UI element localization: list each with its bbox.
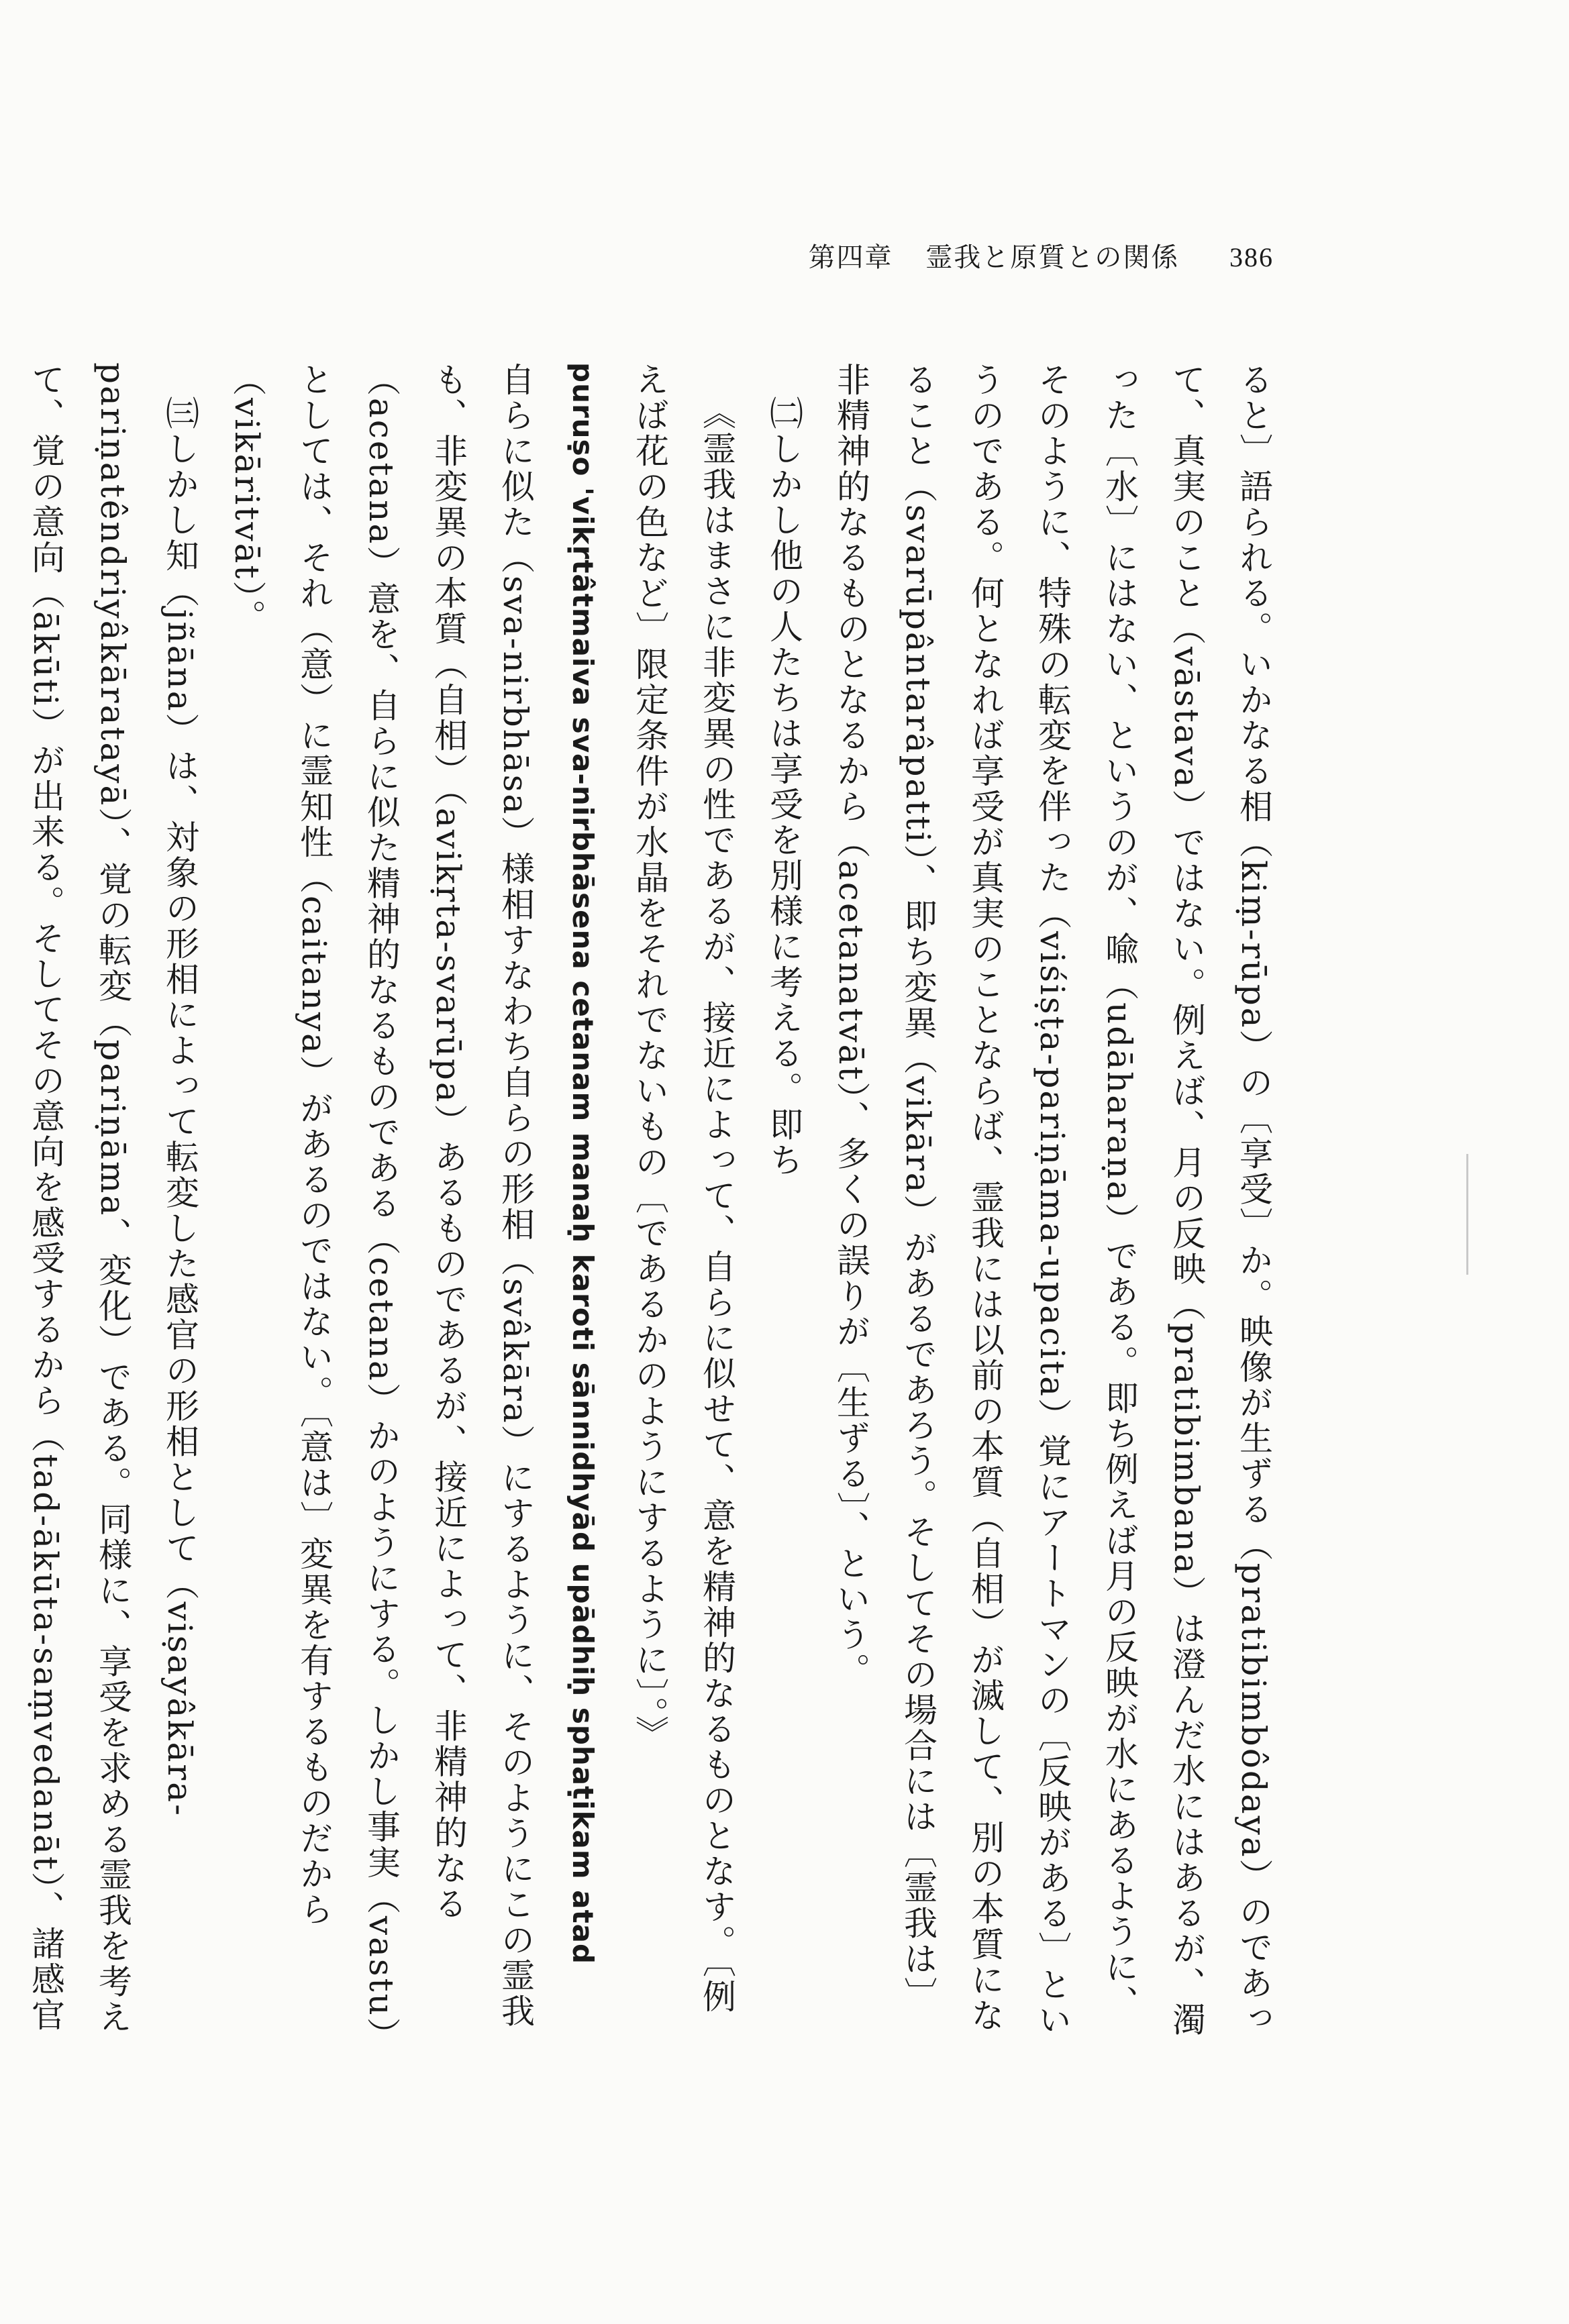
body-text	[26, 362, 1287, 2040]
chapter-title: 霊我と原質との関係	[925, 242, 1180, 273]
paragraph-3: 自らに似た（sva-nirbhāsa）様相すなわち自らの形相（svâkāra）にするように、そのようにこの霊我も、非変異の本質（自相）（avikṛta-svarūpa）あるものであるが、接近によって、非精神的なる（acetana）意を、自らに似た精神的なるものである（cetana）かのようにする。しかし事実（vastu）としては、それ（意）に霊知性（caitanya）があるのではない。〔意は〕変異を有するものだから（vikāritvāt）。	[227, 362, 535, 2036]
margin-mark	[1466, 1154, 1468, 1275]
paragraph-1: ると〕語られる。いかなる相（kiṃ-rūpa）の〔享受〕か。映像が生ずる（pratibimbôdaya）のであって、真実のこと（vāstava）ではない。例えば、月の反映（pratibimbana）は澄んだ水にはあるが、濁った〔水〕にはない、というのが、喩（udāharaṇa）である。即ち例えば月の反映が水にあるように、そのように、特殊の転変を伴った（viśiṣṭa-pariṇāma-upacita）覚にアートマンの〔反映がある〕というのである。何となれば享受が真実のことならば、霊我には以前の本質（自相）が滅して、別の本質になること（svarūpântarâpatti）、即ち変異（vikāra）があるであろう。そしてその場合には〔霊我は〕非精神的なるものとなるから（acetanatvāt）、多くの誤りが〔生ずる〕、という。	[831, 362, 1273, 2039]
page-number: 386	[1229, 242, 1274, 272]
chapter-label: 第四章	[808, 242, 893, 273]
sanskrit-verse: puruṣo 'vikṛtâtmaiva sva-nirbhāsena cetanam manaḥ karoti sānnidhyād upādhiḥ sphaṭikam atad	[566, 362, 599, 1965]
quoted-verse: 《霊我はまさに非変異の性であるが、接近によって、自らに似せて、意を精神的なるものとなす。〔例えば花の色など〕限定条件が水晶をそれでないもの〔であるかのようにするように〕。》	[630, 362, 736, 2015]
paragraph-2: ㈡しかし他の人たちは享受を別様に考える。即ち	[764, 396, 803, 1178]
paragraph-4: ㈢しかし知（jñāna）は、対象の形相によって転変した感官の形相として（viṣayâkāra-pariṇatêndriyâkāratayā）、覚の転変（pariṇāma、変化）である。同様に、享受を求める霊我を考えて、覚の意向（ākūti）が出来る。そしてその意向を感受するから（tad-ākūta-saṃvedanāt）、諸感官	[26, 362, 199, 2036]
running-header	[809, 236, 1274, 274]
